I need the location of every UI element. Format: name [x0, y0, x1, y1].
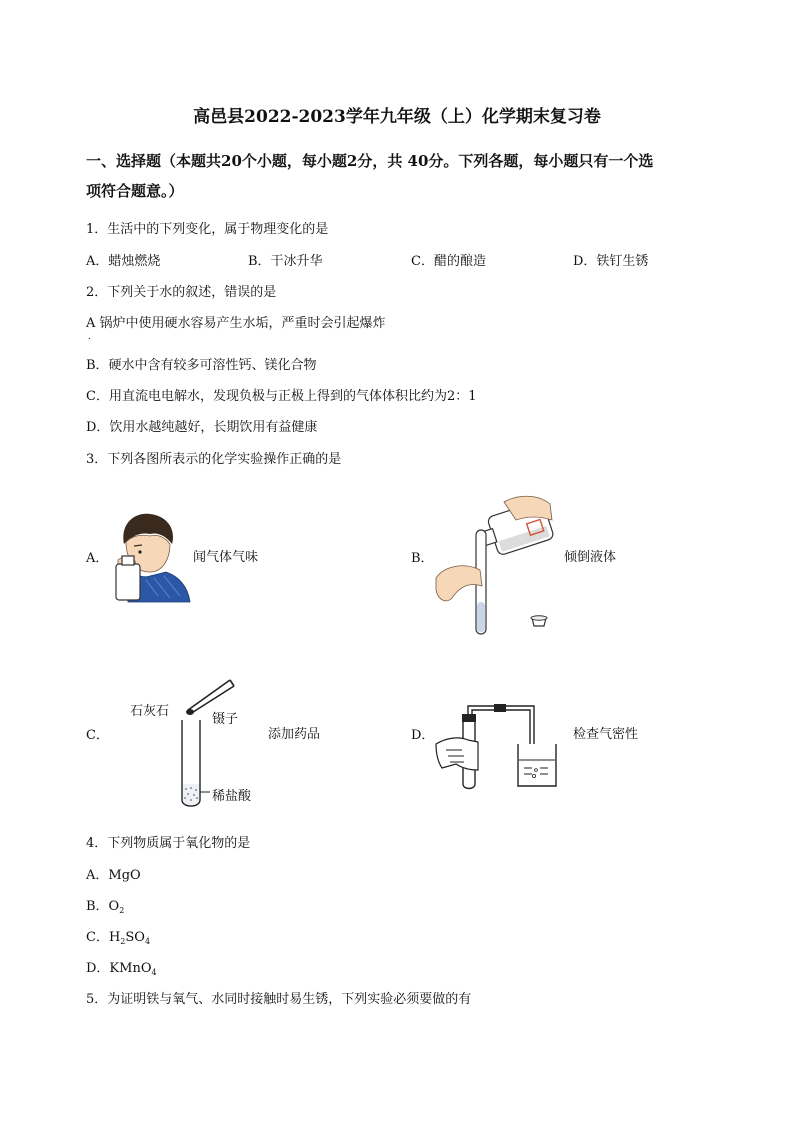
q4-option-b: B．$O_2$	[86, 899, 125, 915]
q4-stem: 4．下列物质属于氧化物的是	[86, 836, 251, 851]
q3-option-a-label: A．	[86, 551, 109, 566]
q3-option-c-caption: 添加药品	[268, 727, 321, 742]
q3-fig-label-hydrochloric-acid: 稀盐酸	[212, 789, 252, 804]
q1-option-b: B．干冰升华	[248, 254, 323, 269]
q3-option-a-caption: 闻气体气味	[193, 550, 259, 565]
q3-option-d-caption: 检查气密性	[573, 727, 639, 742]
q2-option-c: C．用直流电电解水，发现负极与正极上得到的气体体积比约为2：1	[86, 389, 477, 404]
q3-fig-label-tweezers: 镊子	[212, 712, 239, 727]
q3-option-b-caption: 倾倒液体	[564, 550, 617, 565]
q3-fig-label-limestone: 石灰石	[130, 704, 170, 719]
q4-option-a: A．MgO	[86, 868, 141, 883]
q4-option-c: C．$H_2SO_4$	[86, 930, 151, 946]
q4-option-d: D．KMnO$_4$	[86, 961, 157, 977]
q3-stem: 3．下列各图所表示的化学实验操作正确的是	[86, 452, 342, 467]
q1-option-a: A．蜡烛燃烧	[86, 254, 161, 269]
q2-option-a-dot: .	[88, 332, 91, 342]
smelling-gas-figure	[110, 510, 190, 602]
q3-option-c-label: C．	[86, 728, 109, 743]
q2-option-b: B．硬水中含有较多可溶性钙、镁化合物	[86, 358, 317, 373]
pouring-liquid-figure	[434, 490, 554, 640]
q1-stem: 1．生活中的下列变化，属于物理变化的是	[86, 222, 329, 237]
q2-option-a: A 锅炉中使用硬水容易产生水垢，严重时会引起爆炸	[86, 316, 386, 331]
section-heading-line2: 项符合题意。）	[86, 182, 184, 200]
page-title: 高邑县2022-2023学年九年级（上）化学期末复习卷	[193, 107, 601, 127]
q2-option-d: D．饮用水越纯越好，长期饮用有益健康	[86, 420, 318, 435]
section-heading-line1: 一、选择题（本题共20个小题，每小题2分，共 40分。下列各题，每小题只有一个选	[86, 152, 654, 170]
q3-option-b-label: B．	[411, 551, 434, 566]
q5-stem: 5．为证明铁与氧气、水同时接触时易生锈，下列实验必须要做的有	[86, 992, 472, 1007]
q2-stem: 2．下列关于水的叙述，错误的是	[86, 285, 277, 300]
airtightness-check-figure	[436, 698, 560, 792]
q1-option-d: D．铁钉生锈	[573, 254, 649, 269]
q1-option-c: C．醋的酿造	[411, 254, 486, 269]
q3-option-d-label: D．	[411, 728, 435, 743]
